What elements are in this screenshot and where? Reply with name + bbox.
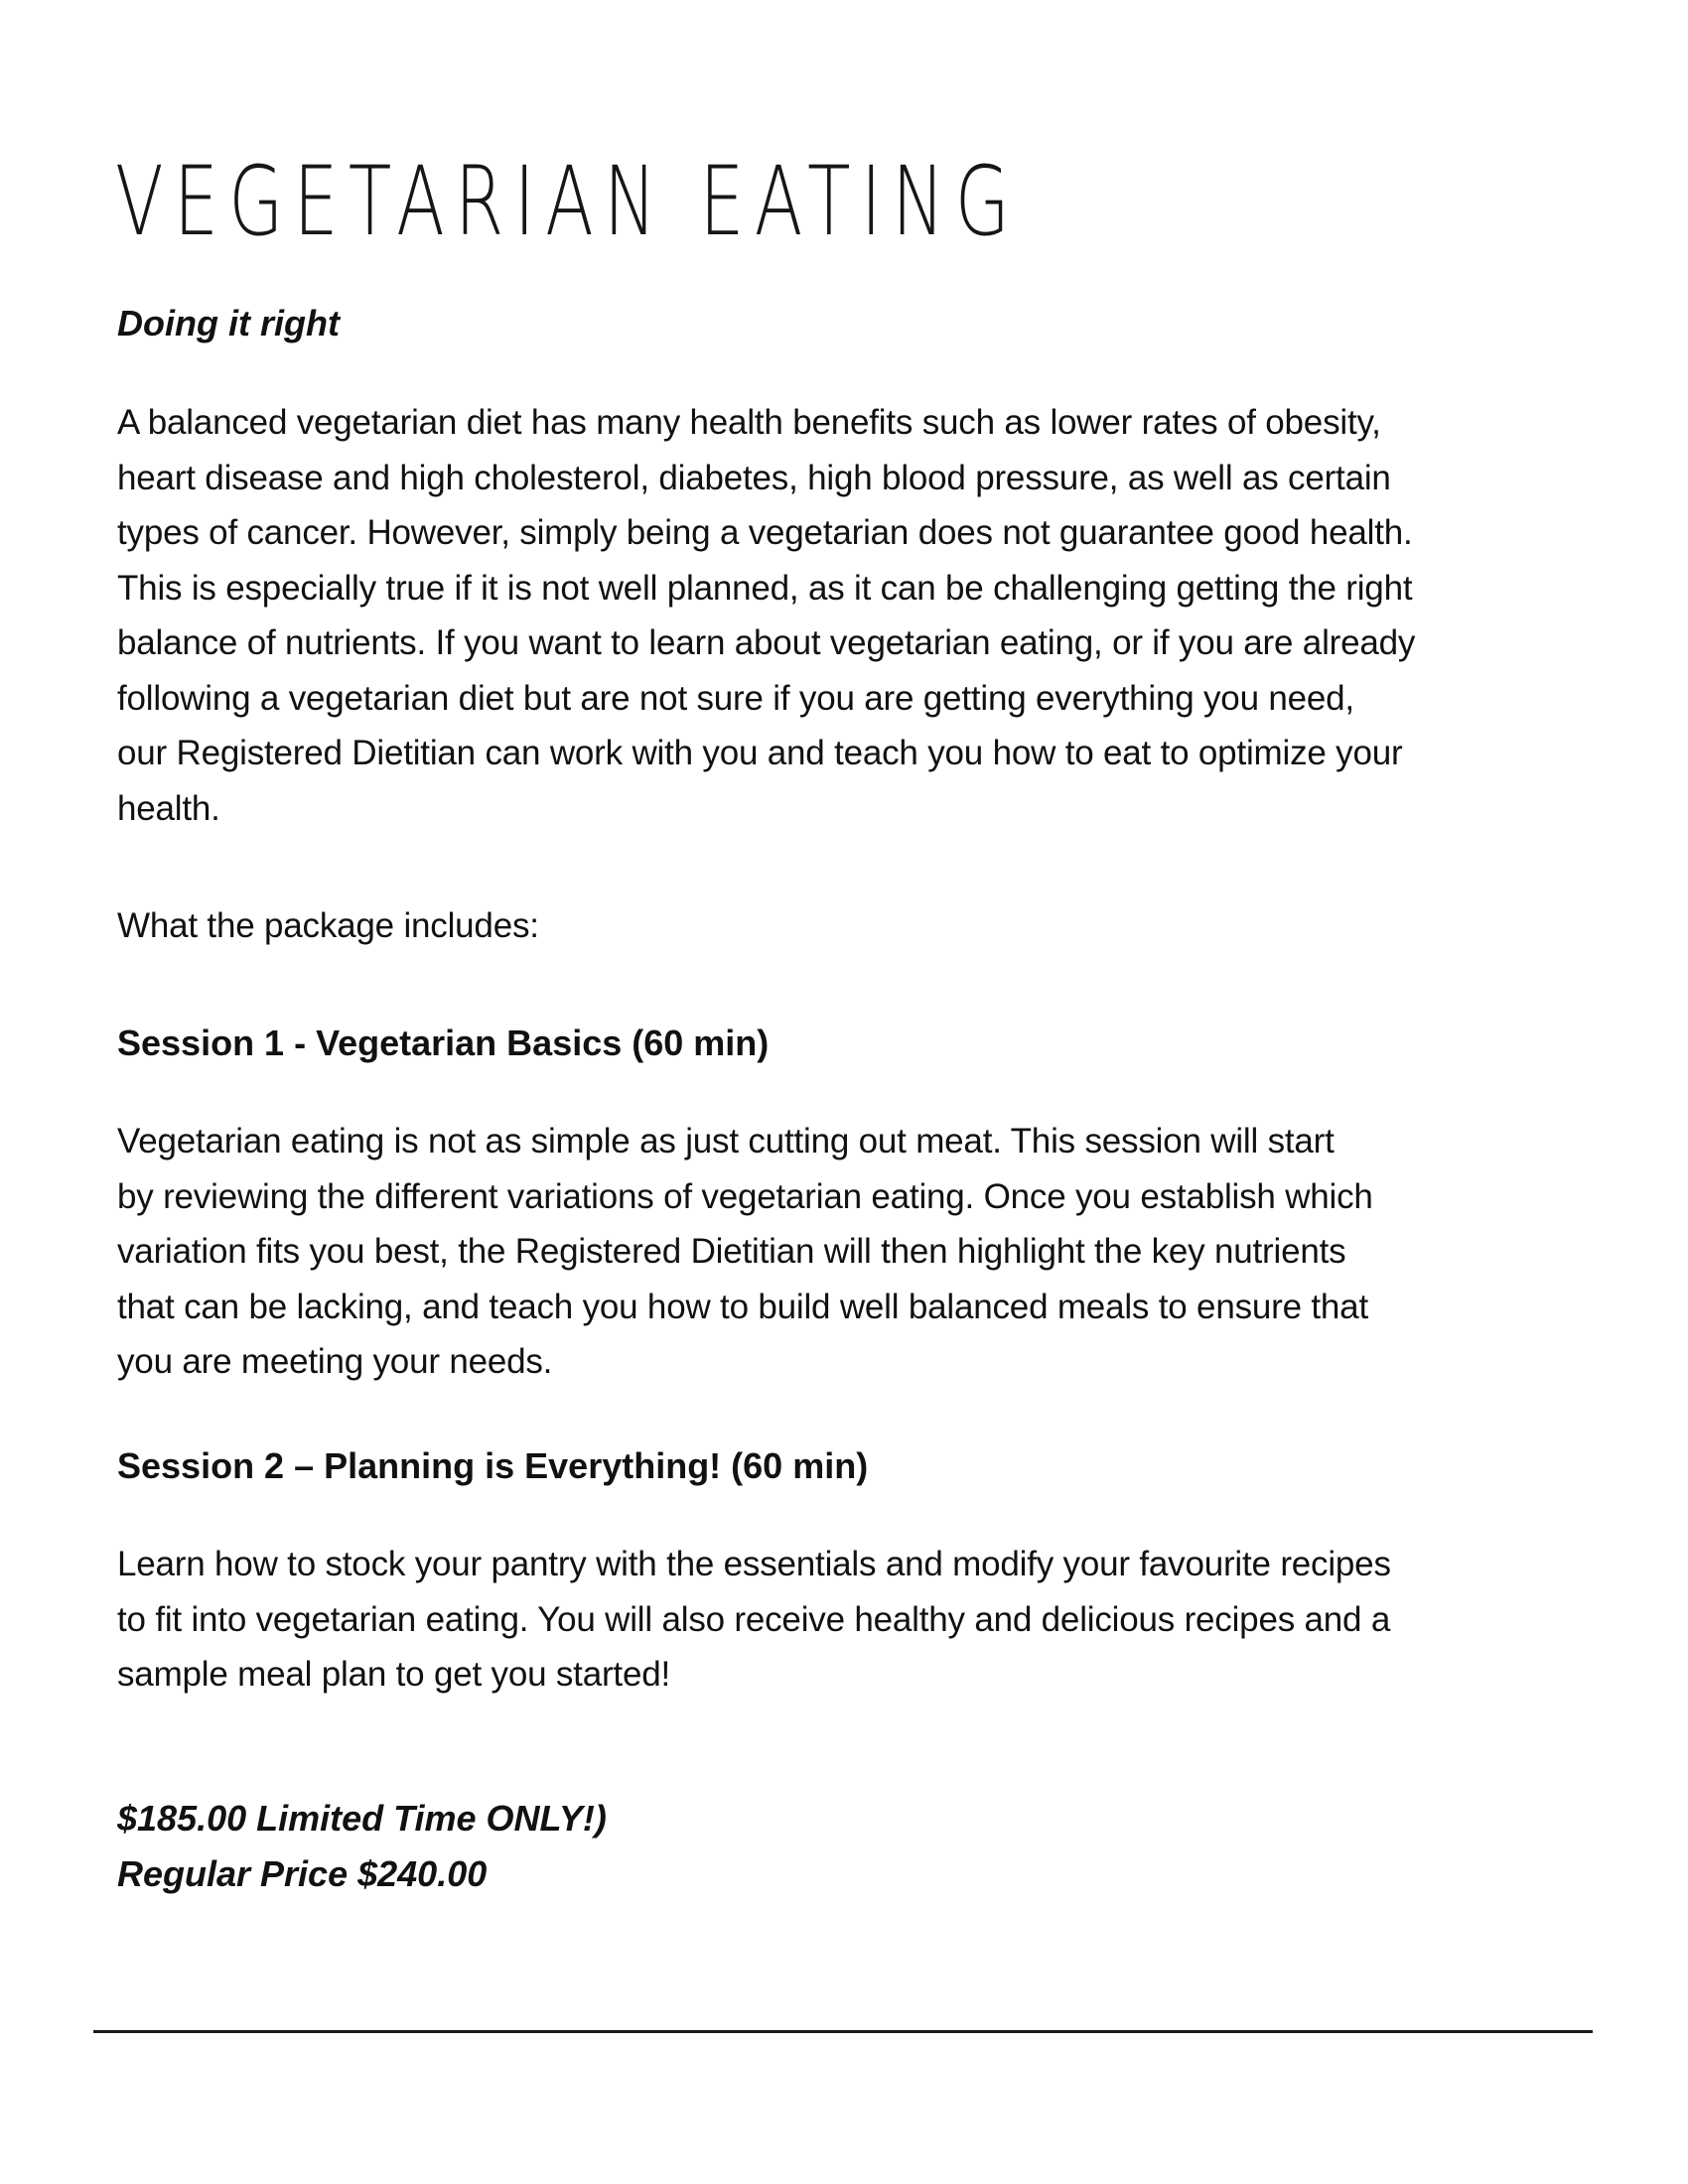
session-2-line: sample meal plan to get you started!: [117, 1655, 671, 1694]
regular-price: Regular Price $240.00: [117, 1853, 488, 1894]
intro-line: A balanced vegetarian diet has many health benefits such as lower rates of obesity,: [117, 403, 1381, 442]
session-1-line: that can be lacking, and teach you how to build well balanced meals to ensure that: [117, 1287, 1368, 1326]
intro-line: This is especially true if it is not well planned, as it can be challenging getting the right: [117, 568, 1413, 608]
session-2-heading: Session 2 – Planning is Everything! (60 min): [117, 1445, 869, 1486]
session-1-heading: Session 1 - Vegetarian Basics (60 min): [117, 1023, 770, 1063]
intro-line: heart disease and high cholesterol, diabetes, high blood pressure, as well as certain: [117, 458, 1391, 497]
page-title: VEGETARIAN EATING: [115, 146, 1021, 257]
session-1-line: by reviewing the different variations of vegetarian eating. Once you establish which: [117, 1176, 1373, 1216]
package-includes-label: What the package includes:: [117, 906, 539, 945]
limited-time-price: $185.00 Limited Time ONLY!): [117, 1798, 607, 1839]
session-1-description: [117, 1114, 1373, 1390]
intro-line: balance of nutrients. If you want to learn about vegetarian eating, or if you are already: [117, 623, 1416, 662]
footer-divider: [93, 2030, 1593, 2033]
intro-line: our Registered Dietitian can work with you and teach you how to eat to optimize your: [117, 734, 1403, 772]
subtitle: Doing it right: [117, 303, 340, 343]
session-1-line: variation fits you best, the Registered Dietitian will then highlight the key nutrients: [117, 1232, 1346, 1271]
session-1-line: Vegetarian eating is not as simple as just cutting out meat. This session will start: [117, 1122, 1335, 1160]
intro-line: health.: [117, 788, 220, 828]
intro-paragraph: [117, 395, 1597, 836]
session-2-line: to fit into vegetarian eating. You will also receive healthy and delicious recipes and a: [117, 1599, 1391, 1639]
session-2-description: [117, 1537, 1391, 1703]
session-2-line: Learn how to stock your pantry with the essentials and modify your favourite recipes: [117, 1545, 1391, 1583]
intro-line: types of cancer. However, simply being a vegetarian does not guarantee good health.: [117, 513, 1413, 552]
intro-line: following a vegetarian diet but are not sure if you are getting everything you need,: [117, 678, 1354, 718]
session-1-line: you are meeting your needs.: [117, 1342, 553, 1381]
